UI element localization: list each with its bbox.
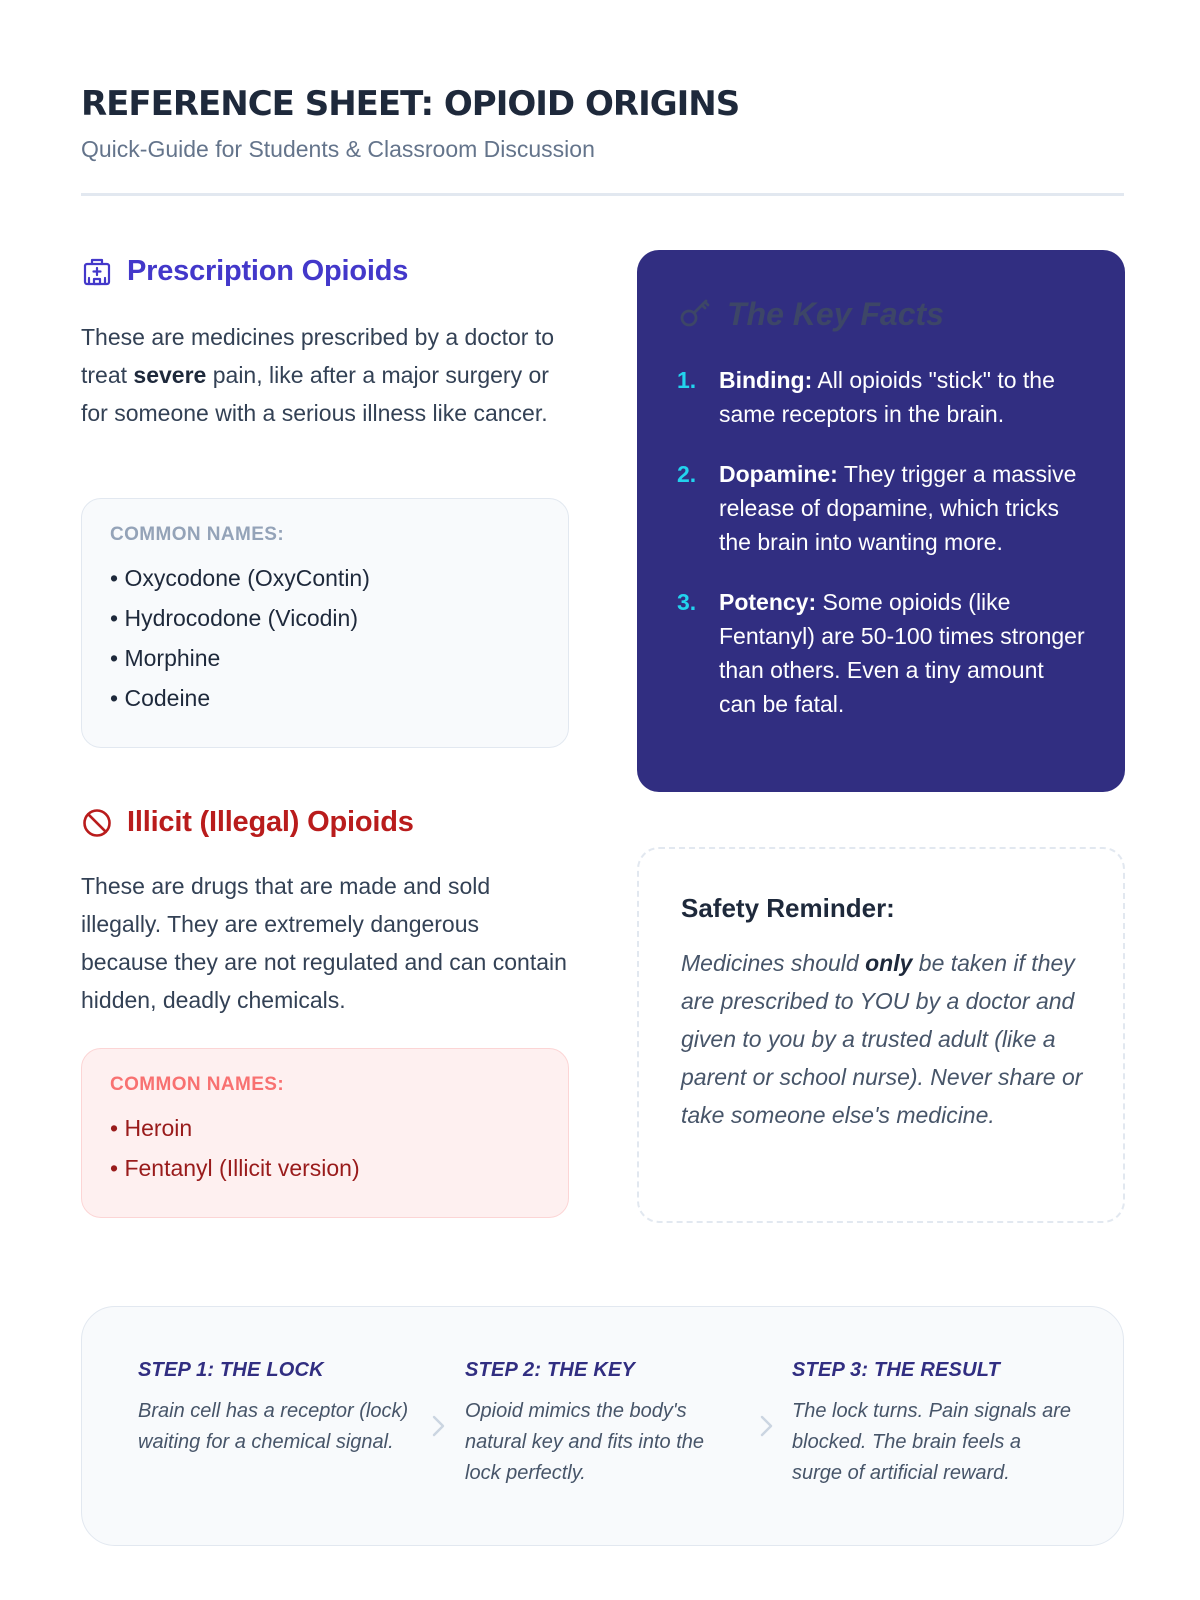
key-facts-list (677, 363, 1085, 721)
safety-reminder-text: Medicines should only be taken if they are prescribed to YOU by a doctor and given to you by a trusted adult (like a parent or school nurse). Never share or take someone else's medicine. (681, 950, 1083, 1128)
step-title: STEP 1: THE LOCK (138, 1359, 324, 1381)
list-item: • Heroin (110, 1108, 540, 1148)
hospital-icon (81, 256, 113, 288)
prescription-names-box (81, 498, 569, 748)
key-icon (677, 294, 713, 335)
fact-text: Potency: Some opioids (like Fentanyl) are 50-100 times stronger than others. Even a tiny amount can be fatal. (719, 589, 1085, 717)
ban-icon (81, 807, 113, 839)
key-facts-title: The Key Facts (727, 296, 944, 332)
list-item: • Oxycodone (OxyContin) (110, 558, 540, 598)
emphasis-only: only (865, 950, 913, 976)
step-result (792, 1359, 1072, 1489)
chevron-right-icon (428, 1411, 448, 1441)
fact-text: Binding: All opioids "stick" to the same receptors in the brain. (719, 367, 1055, 427)
fact-text: Dopamine: They trigger a massive release of dopamine, which tricks the brain into wanting more. (719, 461, 1077, 555)
step-text: The lock turns. Pain signals are blocked. The brain feels a surge of artificial reward. (792, 1400, 1072, 1484)
list-item (677, 457, 1085, 559)
key-facts-card (637, 250, 1125, 792)
illicit-names-label: COMMON NAMES: (110, 1074, 285, 1095)
step-key (465, 1359, 745, 1489)
step-lock (138, 1359, 418, 1458)
list-item: • Codeine (110, 678, 540, 718)
header-divider (81, 193, 1124, 196)
illicit-title: Illicit (Illegal) Opioids (127, 806, 414, 838)
prescription-heading (81, 255, 408, 288)
illicit-names-box (81, 1048, 569, 1218)
key-facts-heading (677, 294, 1085, 335)
safety-reminder-title: Safety Reminder: (681, 893, 895, 923)
illicit-names-list (110, 1108, 540, 1188)
page-title: REFERENCE SHEET: OPIOID ORIGINS (81, 84, 740, 124)
emphasis-severe: severe (133, 362, 207, 388)
step-title: STEP 3: THE RESULT (792, 1359, 1001, 1381)
list-item: • Fentanyl (Illicit version) (110, 1148, 540, 1188)
illicit-description: These are drugs that are made and sold illegally. They are extremely dangerous because they are not regulated and can contain hidden, deadly chemicals. (81, 873, 567, 1013)
list-item (677, 363, 1085, 431)
fact-number: 2. (677, 461, 697, 487)
list-item (677, 585, 1085, 721)
prescription-names-list (110, 558, 540, 718)
list-item: • Morphine (110, 638, 540, 678)
prescription-description: These are medicines prescribed by a doctor to treat severe pain, like after a major surgery or for someone with a serious illness like cancer. (81, 324, 555, 426)
fact-number: 1. (677, 367, 697, 393)
chevron-right-icon (756, 1411, 776, 1441)
reference-sheet (81, 0, 1124, 1600)
step-text: Opioid mimics the body's natural key and fits into the lock perfectly. (465, 1400, 705, 1484)
illicit-heading (81, 806, 414, 839)
step-text: Brain cell has a receptor (lock) waiting for a chemical signal. (138, 1400, 409, 1453)
fact-number: 3. (677, 589, 697, 615)
lock-and-key-steps (81, 1306, 1124, 1546)
prescription-names-label: COMMON NAMES: (110, 524, 285, 545)
page-subtitle: Quick-Guide for Students & Classroom Discussion (81, 136, 595, 162)
step-title: STEP 2: THE KEY (465, 1359, 636, 1381)
list-item: • Hydrocodone (Vicodin) (110, 598, 540, 638)
safety-reminder-box (637, 847, 1125, 1223)
prescription-title: Prescription Opioids (127, 255, 409, 287)
